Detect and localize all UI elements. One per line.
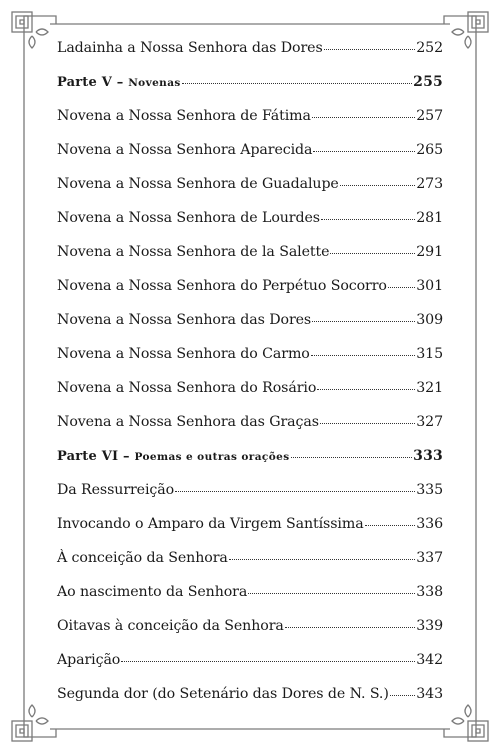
toc-entry-page: 343	[416, 686, 443, 702]
part-number: VI	[101, 449, 119, 464]
part-name: Poemas e outras orações	[134, 451, 290, 463]
toc-entry-page: 335	[416, 482, 443, 498]
toc-entry[interactable]	[57, 40, 443, 74]
toc-entry-page: 337	[416, 550, 443, 566]
toc-entry-page: 333	[413, 448, 443, 464]
toc-entry-title: Segunda dor (do Setenário das Dores de N. S.)	[57, 686, 389, 702]
dot-leader	[321, 219, 415, 220]
toc-entry-title: Ladainha a Nossa Senhora das Dores	[57, 40, 323, 56]
toc-entry[interactable]	[57, 108, 443, 142]
toc-entry-title: Novena a Nossa Senhora do Carmo	[57, 346, 310, 362]
toc-entry-page: 339	[416, 618, 443, 634]
part-name: Novenas	[128, 77, 181, 89]
toc-entry-page: 327	[416, 414, 443, 430]
dot-leader	[340, 185, 415, 186]
part-separator: –	[123, 449, 130, 464]
toc-entry-page: 315	[416, 346, 443, 362]
toc-entry-title: Da Ressurreição	[57, 482, 175, 498]
toc-entry-page: 336	[416, 516, 443, 532]
toc-entry-title: Ao nascimento da Senhora	[57, 584, 248, 600]
toc-entry-page: 281	[416, 210, 443, 226]
toc-entry-page: 301	[416, 278, 443, 294]
toc-entry-page: 257	[416, 108, 443, 124]
toc-entry-title: Novena a Nossa Senhora de la Salette	[57, 244, 330, 260]
toc-entry[interactable]	[57, 482, 443, 516]
toc-part-title	[57, 75, 181, 90]
toc-entry-page: 338	[416, 584, 443, 600]
toc-entry-title: Novena a Nossa Senhora das Dores	[57, 312, 312, 328]
dot-leader	[365, 525, 416, 526]
dot-leader	[229, 559, 415, 560]
toc-entry[interactable]	[57, 210, 443, 244]
part-word: Parte	[57, 75, 97, 90]
toc-entry-title: Invocando o Amparo da Virgem Santíssima	[57, 516, 364, 532]
toc-entry-page: 342	[416, 652, 443, 668]
toc-entry-page: 309	[416, 312, 443, 328]
toc-entry-page: 265	[416, 142, 443, 158]
dot-leader	[390, 695, 415, 696]
toc-entry-title: À conceição da Senhora	[57, 550, 228, 566]
toc-entry[interactable]	[57, 278, 443, 312]
dot-leader	[182, 83, 412, 84]
toc-entry[interactable]	[57, 142, 443, 176]
toc-entry-title: Oitavas à conceição da Senhora	[57, 618, 284, 634]
dot-leader	[324, 49, 416, 50]
dot-leader	[175, 491, 415, 492]
toc-entry-title: Novena a Nossa Senhora do Perpétuo Socorro	[57, 278, 387, 294]
toc-entry-title: Novena a Nossa Senhora das Graças	[57, 414, 319, 430]
dot-leader	[291, 457, 413, 458]
dot-leader	[248, 593, 415, 594]
toc-part-title	[57, 449, 290, 464]
toc-part-heading[interactable]	[57, 74, 443, 108]
toc-entry-title: Novena a Nossa Senhora de Lourdes	[57, 210, 320, 226]
toc-entry-page: 291	[416, 244, 443, 260]
toc-entry[interactable]	[57, 414, 443, 448]
toc-entry[interactable]	[57, 516, 443, 550]
toc-entry[interactable]	[57, 686, 443, 720]
toc-entry-page: 255	[413, 74, 443, 90]
toc-entry-title: Novena a Nossa Senhora Aparecida	[57, 142, 313, 158]
toc-entry[interactable]	[57, 176, 443, 210]
part-number: V	[101, 75, 113, 90]
toc-entry-title: Novena a Nossa Senhora de Fátima	[57, 108, 311, 124]
dot-leader	[313, 151, 415, 152]
table-of-contents	[57, 40, 443, 720]
toc-entry-page: 273	[416, 176, 443, 192]
toc-entry[interactable]	[57, 652, 443, 686]
toc-entry-title: Novena a Nossa Senhora de Guadalupe	[57, 176, 339, 192]
part-separator: –	[116, 75, 124, 90]
toc-entry-page: 321	[416, 380, 443, 396]
toc-entry-page: 252	[416, 40, 443, 56]
dot-leader	[320, 423, 415, 424]
toc-entry[interactable]	[57, 244, 443, 278]
dot-leader	[285, 627, 415, 628]
dot-leader	[121, 661, 415, 662]
dot-leader	[317, 389, 415, 390]
toc-entry[interactable]	[57, 346, 443, 380]
toc-entry-title: Novena a Nossa Senhora do Rosário	[57, 380, 317, 396]
toc-entry[interactable]	[57, 550, 443, 584]
dot-leader	[330, 253, 415, 254]
toc-entry-title: Aparição	[57, 652, 121, 668]
part-word: Parte	[57, 449, 97, 464]
dot-leader	[388, 287, 415, 288]
toc-entry[interactable]	[57, 312, 443, 346]
dot-leader	[312, 117, 415, 118]
toc-entry[interactable]	[57, 618, 443, 652]
toc-entry[interactable]	[57, 380, 443, 414]
dot-leader	[312, 321, 415, 322]
dot-leader	[311, 355, 415, 356]
toc-entry[interactable]	[57, 584, 443, 618]
toc-part-heading[interactable]	[57, 448, 443, 482]
